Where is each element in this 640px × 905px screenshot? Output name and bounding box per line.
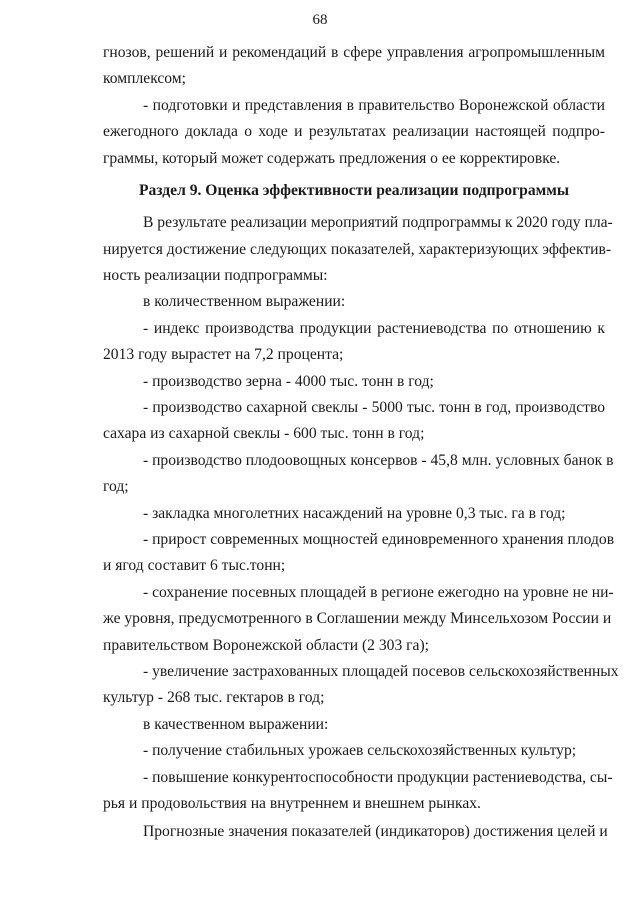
text-line: ежегодного доклада о ходе и результатах реализации настоящей подпро- xyxy=(103,123,605,140)
text-line: 2013 году вырастет на 7,2 процента; xyxy=(103,346,344,363)
page-number: 68 xyxy=(312,12,328,28)
text-line: - закладка многолетних насаждений на уровне 0,3 тыс. га в год; xyxy=(143,505,566,522)
text-line: год; xyxy=(103,478,129,495)
text-line: рья и продовольствия на внутреннем и внешнем рынках. xyxy=(103,795,481,812)
text-line: правительством Воронежской области (2 303 га); xyxy=(103,637,429,654)
text-line: - прирост современных мощностей единовременного хранения плодов xyxy=(143,531,615,548)
text-line: в качественном выражении: xyxy=(143,716,329,733)
text-line: В результате реализации мероприятий подпрограммы к 2020 году пла- xyxy=(143,214,613,231)
text-line: сахара из сахарной свеклы - 600 тыс. тонн в год; xyxy=(103,425,425,442)
text-line: граммы, который может содержать предложения о ее корректировке. xyxy=(103,150,561,167)
section-heading: Раздел 9. Оценка эффективности реализации подпрограммы xyxy=(138,182,570,199)
text-line: - получение стабильных урожаев сельскохозяйственных культур; xyxy=(143,742,577,759)
text-line: - подготовки и представления в правительство Воронежской области xyxy=(143,97,605,114)
text-line: - производство сахарной свеклы - 5000 тыс. тонн в год, производство xyxy=(143,399,605,416)
text-line: гнозов, решений и рекомендаций в сфере управления агропромышленным xyxy=(103,44,605,61)
text-line: - повышение конкурентоспособности продукции растениеводства, сы- xyxy=(143,769,613,786)
text-line: культур - 268 тыс. гектаров в год; xyxy=(103,689,325,706)
text-line: ность реализации подпрограммы: xyxy=(103,267,328,284)
text-line: же уровня, предусмотренного в Соглашении между Минсельхозом России и xyxy=(103,610,612,627)
text-line: - индекс производства продукции растениеводства по отношению к xyxy=(143,320,605,337)
text-line: и ягод составит 6 тыс.тонн; xyxy=(103,557,286,574)
text-line: Прогнозные значения показателей (индикаторов) достижения целей и xyxy=(143,823,608,840)
text-line: - производство зерна - 4000 тыс. тонн в год; xyxy=(143,373,434,390)
text-line: комплексом; xyxy=(103,70,187,87)
text-line: в количественном выражении: xyxy=(143,293,346,310)
text-line: - увеличение застрахованных площадей посевов сельскохозяйственных xyxy=(143,663,619,680)
text-line: нируется достижение следующих показателей, характеризующих эффектив- xyxy=(103,241,612,258)
text-line: - производство плодоовощных консервов - 45,8 млн. условных банок в xyxy=(143,452,614,469)
text-line: - сохранение посевных площадей в регионе ежегодно на уровне не ни- xyxy=(143,584,614,601)
